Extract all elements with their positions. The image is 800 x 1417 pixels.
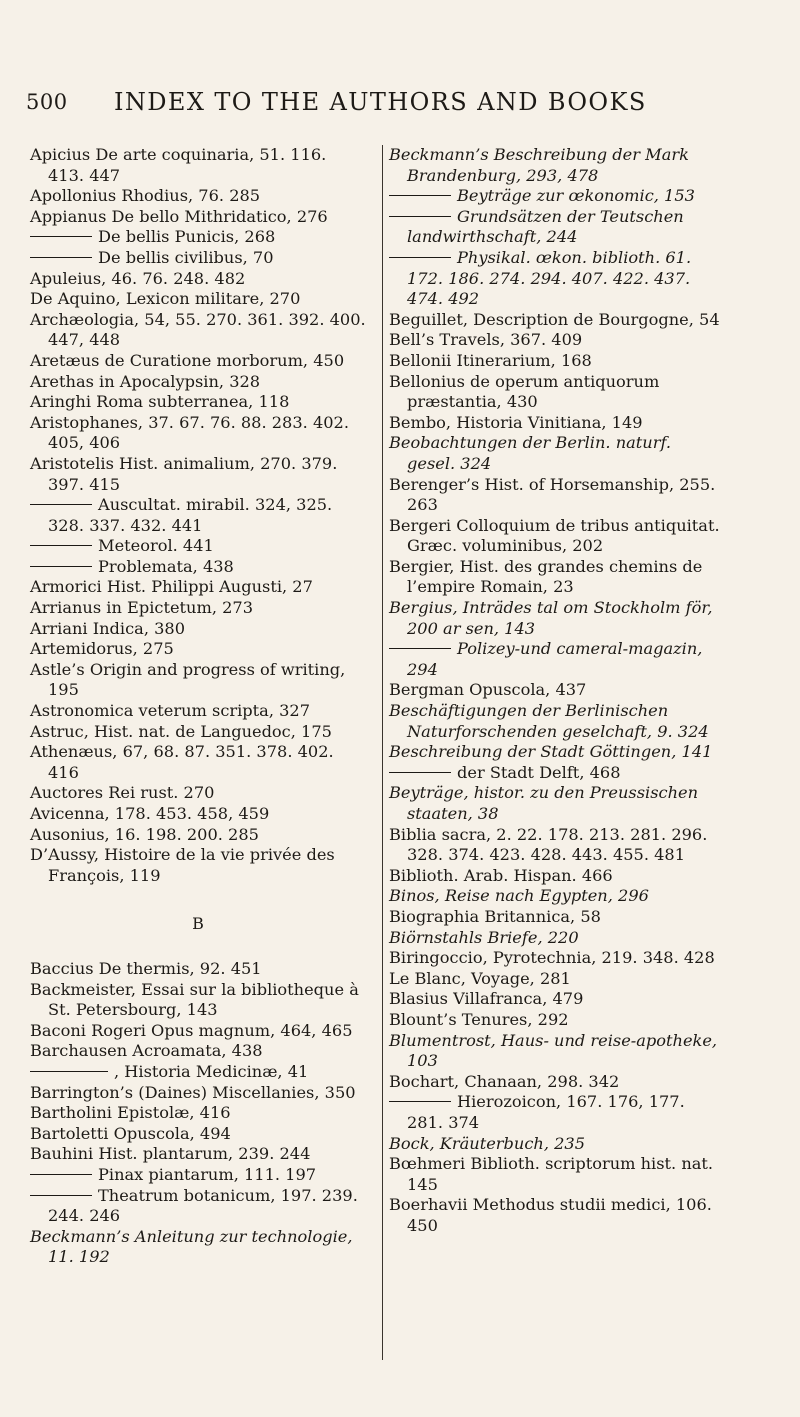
ditto-dash xyxy=(389,1101,451,1102)
index-entry xyxy=(389,516,723,557)
index-entry xyxy=(30,619,366,640)
index-entry xyxy=(389,433,723,474)
index-entry-text: Polizey-und cameral-magazin, 294 xyxy=(407,639,703,679)
index-entry-text: Beschreibung der Stadt Göttingen, 141 xyxy=(389,742,713,762)
index-entry xyxy=(30,804,366,825)
index-entry-text: Hierozoicon, 167. 176, 177. 281. 374 xyxy=(407,1092,685,1132)
index-entry xyxy=(30,1041,366,1062)
index-entry-text: Beckmann’s Beschreibung der Mark Brandenburg, 293, 478 xyxy=(389,145,689,185)
index-entry-text: Barchausen Acroamata, 438 xyxy=(30,1041,263,1061)
entries-a xyxy=(30,145,366,886)
ditto-dash xyxy=(30,1195,92,1196)
index-entry-text: Auctores Rei rust. 270 xyxy=(30,783,215,803)
index-entry xyxy=(389,886,723,907)
index-entry-text: Appianus De bello Mithridatico, 276 xyxy=(30,206,328,226)
index-entry xyxy=(30,959,366,980)
index-entry xyxy=(389,639,723,680)
index-entry xyxy=(389,825,723,866)
index-entry xyxy=(389,372,723,413)
index-entry xyxy=(389,928,723,949)
index-entry xyxy=(30,1227,366,1268)
index-entry xyxy=(389,330,723,351)
index-entry xyxy=(389,186,723,207)
index-entry xyxy=(30,207,366,228)
index-entry xyxy=(30,722,366,743)
index-entry-text: Baconi Rogeri Opus magnum, 464, 465 xyxy=(30,1020,353,1040)
page-number: 500 xyxy=(26,90,68,114)
index-entry-text: Apicius De arte coquinaria, 51. 116. 413. 447 xyxy=(30,145,327,185)
index-entry-text: Astruc, Hist. nat. de Languedoc, 175 xyxy=(30,721,332,741)
index-entry-text: Biörnstahls Briefe, 220 xyxy=(389,927,579,947)
ditto-dash xyxy=(389,195,451,196)
index-entry-text: Biblioth. Arab. Hispan. 466 xyxy=(389,865,613,885)
index-entry-text: Meteorol. 441 xyxy=(98,536,214,556)
ditto-dash xyxy=(389,216,451,217)
index-entry-text: , Historia Medicinæ, 41 xyxy=(114,1061,309,1081)
index-entry xyxy=(30,413,366,454)
index-entry-text: Baccius De thermis, 92. 451 xyxy=(30,958,262,978)
index-entry-text: Beobachtungen der Berlin. naturf. gesel. 324 xyxy=(389,433,672,473)
index-entry-text: Arethas in Apocalypsin, 328 xyxy=(30,371,261,391)
index-entry xyxy=(389,948,723,969)
index-entry-text: Athenæus, 67, 68. 87. 351. 378. 402. 416 xyxy=(30,742,334,782)
index-entry-text: De Aquino, Lexicon militare, 270 xyxy=(30,289,301,309)
index-entry xyxy=(30,1021,366,1042)
index-entry xyxy=(389,413,723,434)
index-entry-text: Beyträge, histor. zu den Preussischen staaten, 38 xyxy=(389,783,698,823)
ditto-dash xyxy=(30,257,92,258)
index-entry xyxy=(389,1072,723,1093)
index-entry-text: Theatrum botanicum, 197. 239. 244. 246 xyxy=(48,1185,358,1226)
index-entry xyxy=(30,495,366,536)
index-entry xyxy=(389,1031,723,1072)
index-entry-text: Barrington’s (Daines) Miscellanies, 350 xyxy=(30,1082,356,1102)
index-entry-text: De bellis civilibus, 70 xyxy=(98,247,274,267)
column-divider xyxy=(382,145,383,1360)
index-entry xyxy=(389,1010,723,1031)
index-entry xyxy=(30,269,366,290)
index-entry-text: Armorici Hist. Philippi Augusti, 27 xyxy=(30,577,313,597)
index-entry-text: Boerhavii Methodus studii medici, 106. 450 xyxy=(389,1195,712,1235)
index-entry xyxy=(389,475,723,516)
index-entry-text: Bell’s Travels, 367. 409 xyxy=(389,330,583,350)
index-entry xyxy=(30,145,366,186)
ditto-dash xyxy=(389,772,451,773)
index-entry xyxy=(389,783,723,824)
index-entry-text: Blumentrost, Haus- und reise-apotheke, 103 xyxy=(389,1030,718,1071)
index-entry xyxy=(30,392,366,413)
index-entry xyxy=(30,557,366,578)
index-entry-text: Le Blanc, Voyage, 281 xyxy=(389,968,571,988)
index-entry xyxy=(30,310,366,351)
index-entry xyxy=(389,969,723,990)
entries-b xyxy=(30,959,366,1268)
index-entry-text: Arrianus in Epictetum, 273 xyxy=(30,598,254,618)
index-entry-text: Archæologia, 54, 55. 270. 361. 392. 400. 447, 448 xyxy=(30,309,366,350)
index-entry xyxy=(30,248,366,269)
index-entry-text: Arriani Indica, 380 xyxy=(30,618,186,638)
ditto-dash xyxy=(389,648,451,649)
ditto-dash xyxy=(30,236,92,237)
index-entry xyxy=(30,1144,366,1165)
index-entry-text: Bellonii Itinerarium, 168 xyxy=(389,350,592,370)
index-entry-text: Bergman Opuscola, 437 xyxy=(389,680,587,700)
index-entry xyxy=(30,980,366,1021)
index-entry-text: Auscultat. mirabil. 324, 325. 328. 337. 432. 441 xyxy=(48,495,333,535)
index-entry xyxy=(389,207,723,248)
index-entry-text: Aretæus de Curatione morborum, 450 xyxy=(30,350,345,370)
index-entry xyxy=(30,577,366,598)
index-entry-text: Aristotelis Hist. animalium, 270. 379. 397. 415 xyxy=(30,453,338,494)
index-entry-text: Problemata, 438 xyxy=(98,556,234,576)
index-entry xyxy=(389,907,723,928)
ditto-dash xyxy=(30,566,92,567)
index-entry-text: Beyträge zur œkonomic, 153 xyxy=(457,186,695,206)
index-entry-text: Aringhi Roma subterranea, 118 xyxy=(30,392,290,412)
index-entry-text: Bergius, Inträdes tal om Stockholm för, 200 ar sen, 143 xyxy=(389,598,713,638)
index-entry-text: Astle’s Origin and progress of writing, 195 xyxy=(30,659,346,700)
index-entry-text: Bochart, Chanaan, 298. 342 xyxy=(389,1071,620,1091)
index-entry xyxy=(30,1165,366,1186)
index-entry xyxy=(389,248,723,310)
index-entry xyxy=(389,680,723,701)
index-entry xyxy=(30,289,366,310)
index-entry xyxy=(30,1124,366,1145)
index-entry-text: Astronomica veterum scripta, 327 xyxy=(30,701,311,721)
index-entry xyxy=(30,351,366,372)
left-column xyxy=(30,145,366,1268)
index-entry-text: Blount’s Tenures, 292 xyxy=(389,1009,569,1029)
page-header xyxy=(26,88,726,124)
entries-right xyxy=(389,145,723,1236)
index-entry xyxy=(30,660,366,701)
index-entry xyxy=(389,145,723,186)
index-entry-text: Biblia sacra, 2. 22. 178. 213. 281. 296. 328. 374. 423. 428. 443. 455. 481 xyxy=(389,824,708,865)
index-entry-text: Bergeri Colloquium de tribus antiquitat. Græc. voluminibus, 202 xyxy=(389,515,720,556)
index-entry-text: Binos, Reise nach Egypten, 296 xyxy=(389,886,649,906)
index-entry-text: Blasius Villafranca, 479 xyxy=(389,989,584,1009)
index-entry-text: Biringoccio, Pyrotechnia, 219. 348. 428 xyxy=(389,948,715,968)
index-entry-text: Backmeister, Essai sur la bibliotheque à St. Petersbourg, 143 xyxy=(30,979,359,1020)
index-entry-text: Beckmann’s Anleitung zur technologie, 11. 192 xyxy=(30,1226,353,1267)
index-entry-text: Bartoletti Opuscola, 494 xyxy=(30,1123,231,1143)
index-entry xyxy=(30,536,366,557)
index-entry xyxy=(30,1186,366,1227)
index-entry xyxy=(30,845,366,886)
index-entry xyxy=(389,763,723,784)
index-entry-text: Bœhmeri Biblioth. scriptorum hist. nat. 145 xyxy=(389,1154,714,1194)
index-entry-text: Avicenna, 178. 453. 458, 459 xyxy=(30,804,270,823)
ditto-dash xyxy=(30,1174,92,1175)
right-column xyxy=(389,145,723,1236)
index-entry xyxy=(389,866,723,887)
index-entry-text: Bergier, Hist. des grandes chemins de l’empire Romain, 23 xyxy=(389,556,703,597)
index-entry-text: Artemidorus, 275 xyxy=(30,639,174,659)
index-entry xyxy=(389,742,723,763)
index-entry xyxy=(389,989,723,1010)
index-entry-text: D’Aussy, Histoire de la vie privée des François, 119 xyxy=(30,845,335,885)
index-entry xyxy=(389,1154,723,1195)
index-entry xyxy=(30,1062,366,1083)
index-entry-text: Bauhini Hist. plantarum, 239. 244 xyxy=(30,1144,311,1164)
index-entry xyxy=(389,701,723,742)
index-entry xyxy=(389,351,723,372)
index-entry-text: Bartholini Epistolæ, 416 xyxy=(30,1103,231,1123)
index-entry xyxy=(389,1195,723,1236)
ditto-dash xyxy=(30,545,92,546)
index-entry-text: Pinax piantarum, 111. 197 xyxy=(98,1164,317,1184)
index-entry-text: Beguillet, Description de Bourgogne, 54 xyxy=(389,309,720,329)
index-entry xyxy=(389,310,723,331)
index-entry-text: Beschäftigungen der Berlinischen Naturforschenden geselchaft, 9. 324 xyxy=(389,701,709,741)
index-entry-text: Physikal. œkon. biblioth. 61. 172. 186. 274. 294. 407. 422. 437. 474. 492 xyxy=(407,247,692,309)
index-entry xyxy=(389,1092,723,1133)
index-entry xyxy=(30,598,366,619)
index-entry xyxy=(30,1103,366,1124)
index-entry-text: Apuleius, 46. 76. 248. 482 xyxy=(30,268,246,288)
index-entry xyxy=(30,825,366,846)
index-entry xyxy=(389,1134,723,1155)
index-entry-text: Bembo, Historia Vinitiana, 149 xyxy=(389,412,643,432)
ditto-dash xyxy=(30,504,92,505)
index-entry xyxy=(30,639,366,660)
index-entry xyxy=(30,227,366,248)
index-entry-text: der Stadt Delft, 468 xyxy=(457,762,621,782)
index-entry-text: Ausonius, 16. 198. 200. 285 xyxy=(30,824,259,844)
ditto-dash xyxy=(30,1071,108,1072)
index-entry xyxy=(30,783,366,804)
index-entry-text: Bellonius de operum antiquorum præstantia, 430 xyxy=(389,371,660,412)
index-entry xyxy=(30,454,366,495)
index-entry-text: De bellis Punicis, 268 xyxy=(98,227,276,247)
index-entry-text: Apollonius Rhodius, 76. 285 xyxy=(30,186,261,206)
index-entry-text: Grundsätzen der Teutschen landwirthschaft, 244 xyxy=(407,206,684,247)
index-entry xyxy=(30,742,366,783)
index-entry-text: Biographia Britannica, 58 xyxy=(389,906,601,926)
index-entry xyxy=(30,186,366,207)
index-entry-text: Aristophanes, 37. 67. 76. 88. 283. 402. 405, 406 xyxy=(30,412,349,453)
index-entry xyxy=(389,598,723,639)
index-entry xyxy=(30,372,366,393)
index-entry-text: Bock, Kräuterbuch, 235 xyxy=(389,1133,586,1153)
index-entry xyxy=(389,557,723,598)
ditto-dash xyxy=(389,257,451,258)
index-entry xyxy=(30,1083,366,1104)
index-entry-text: Berenger’s Hist. of Horsemanship, 255. 263 xyxy=(389,474,716,515)
running-title: INDEX TO THE AUTHORS AND BOOKS xyxy=(114,88,647,116)
section-letter-b: B xyxy=(192,914,204,934)
index-entry xyxy=(30,701,366,722)
